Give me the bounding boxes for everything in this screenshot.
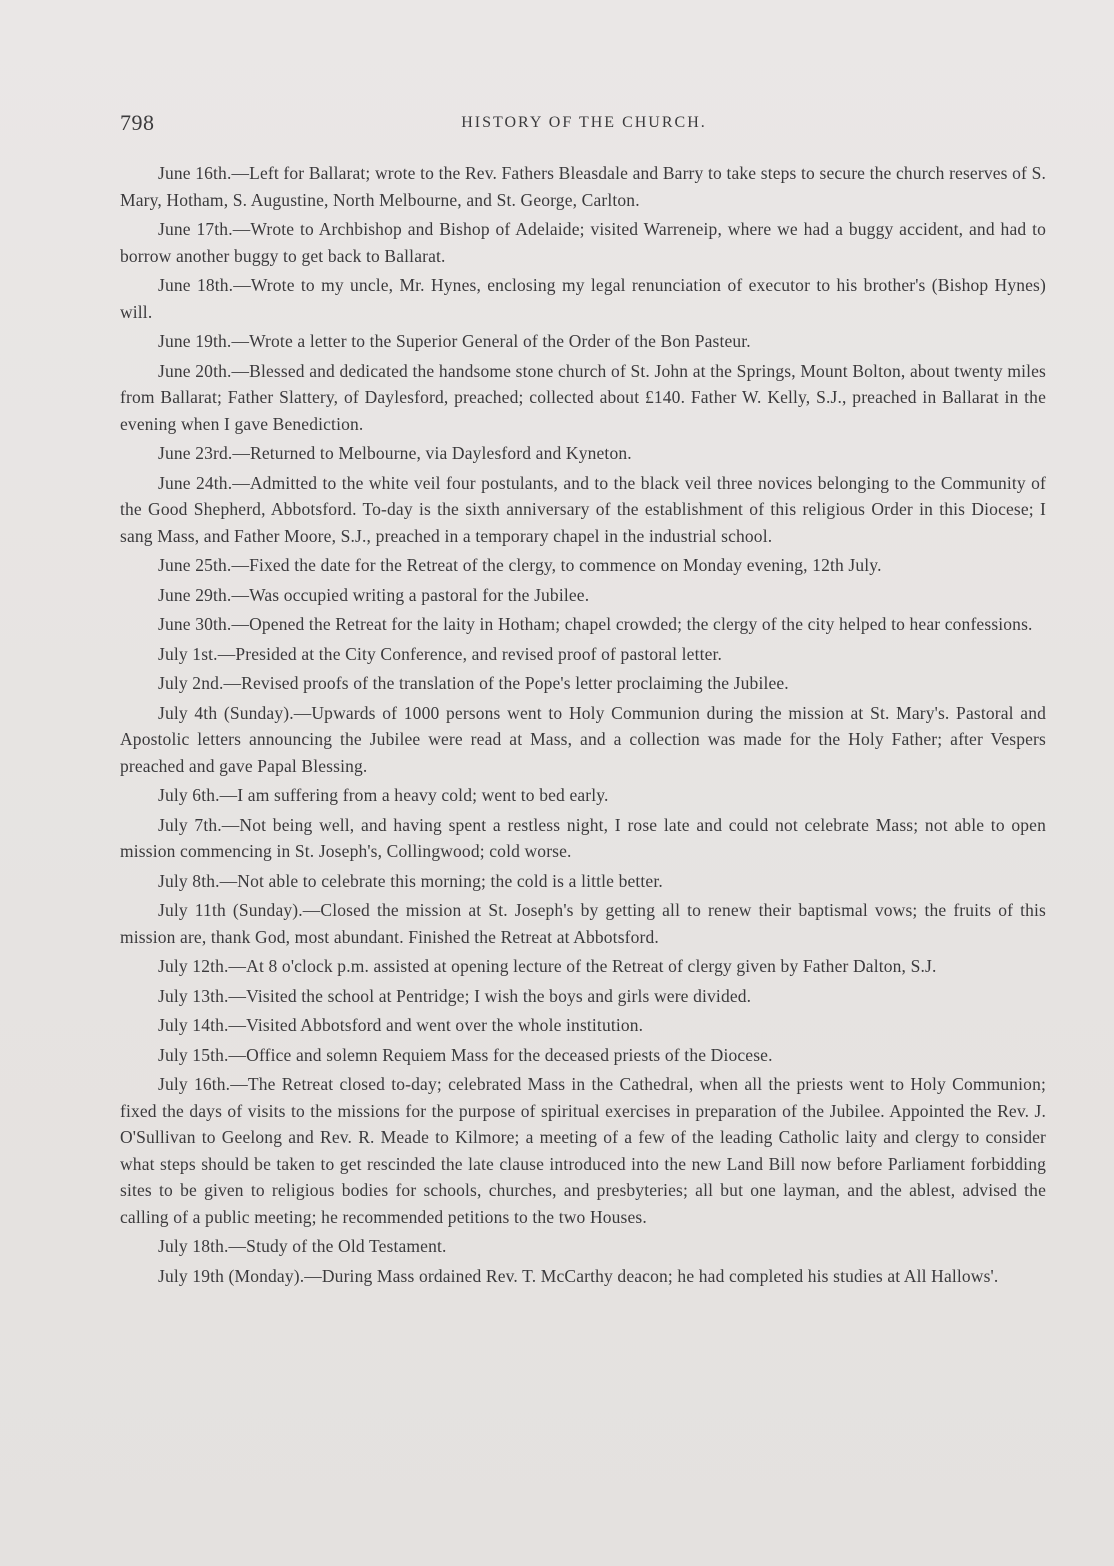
diary-entry: June 17th.—Wrote to Archbishop and Bishop of Adelaide; visited Warreneip, where we had a buggy accident, and had to borrow another buggy to get back to Ballarat. — [120, 219, 1046, 266]
diary-entry: July 11th (Sunday).—Closed the mission at St. Joseph's by getting all to renew their baptismal vows; the fruits of this mission are, thank God, most abundant. Finished the Retreat at Abbotsford. — [120, 900, 1046, 947]
diary-entry: July 4th (Sunday).—Upwards of 1000 persons went to Holy Communion during the mission at St. Mary's. Pastoral and Apostolic letters announcing the Jubilee were read at Mass, and a collection was made for the Holy Father; after Vespers preached and gave Papal Blessing. — [120, 702, 1046, 776]
diary-entry: July 12th.—At 8 o'clock p.m. assisted at opening lecture of the Retreat of clergy given by Father Dalton, S.J. — [158, 956, 937, 976]
diary-entry: June 23rd.—Returned to Melbourne, via Daylesford and Kyneton. — [158, 443, 632, 463]
diary-entry: July 15th.—Office and solemn Requiem Mass for the deceased priests of the Diocese. — [158, 1044, 773, 1065]
diary-entry: July 6th.—I am suffering from a heavy cold; went to bed early. — [158, 785, 609, 805]
diary-entry: July 1st.—Presided at the City Conference, and revised proof of pastoral letter. — [158, 643, 723, 664]
diary-text — [120, 160, 1046, 1292]
diary-entry: July 2nd.—Revised proofs of the translation of the Pope's letter proclaiming the Jubilee. — [158, 673, 789, 693]
page-number: 798 — [120, 110, 155, 135]
diary-entry: June 30th.—Opened the Retreat for the laity in Hotham; chapel crowded; the clergy of the city helped to hear confessions. — [158, 614, 1033, 634]
diary-entry: July 19th (Monday).—During Mass ordained Rev. T. McCarthy deacon; he had completed his studies at All Hallows'. — [158, 1265, 999, 1286]
diary-entry: July 8th.—Not able to celebrate this morning; the cold is a little better. — [158, 870, 663, 891]
diary-entry: June 16th.—Left for Ballarat; wrote to the Rev. Fathers Bleasdale and Barry to take steps to secure the church reserves of S. Mary, Hotham, S. Augustine, North Melbourne, and St. George, Carlton. — [120, 163, 1046, 210]
diary-entry: July 18th.—Study of the Old Testament. — [158, 1236, 447, 1256]
diary-entry: June 29th.—Was occupied writing a pastoral for the Jubilee. — [158, 584, 590, 605]
diary-entry: June 24th.—Admitted to the white veil four postulants, and to the black veil three novices belonging to the Community of the Good Shepherd, Abbotsford. To-day is the sixth anniversary of the establishment of this religious Order in this Diocese; I sang Mass, and Father Moore, S.J., preached in a temporary chapel in the industrial school. — [120, 472, 1046, 546]
diary-entry: June 25th.—Fixed the date for the Retreat of the clergy, to commence on Monday evening, 12th July. — [158, 555, 882, 575]
diary-entry: June 20th.—Blessed and dedicated the handsome stone church of St. John at the Springs, Mount Bolton, about twenty miles from Ballarat; Father Slattery, of Daylesford, preached; collected about £140. Father W. Kelly, S.J., preached in Ballarat in the evening when I gave Benediction. — [120, 360, 1046, 434]
diary-entry: July 16th.—The Retreat closed to-day; celebrated Mass in the Cathedral, when all the priests went to Holy Communion; fixed the days of visits to the missions for the purpose of spiritual exercises in preparation of the Jubilee. Appointed the Rev. J. O'Sullivan to Geelong and Rev. R. Meade to Kilmore; a meeting of a few of the leading Catholic laity and clergy to consider what steps should be taken to get rescinded the late clause introduced into the new Land Bill now before Parliament forbidding sites to be given to religious bodies for schools, churches, and presbyteries; all but one layman, and the ablest, advised the calling of a public meeting; he recommended petitions to the two Houses. — [120, 1074, 1046, 1227]
diary-entry: June 19th.—Wrote a letter to the Superior General of the Order of the Bon Pasteur. — [158, 331, 751, 351]
running-title: HISTORY OF THE CHURCH. — [461, 114, 707, 131]
diary-entry: July 14th.—Visited Abbotsford and went over the whole institution. — [158, 1015, 644, 1035]
diary-entry: July 13th.—Visited the school at Pentridge; I wish the boys and girls were divided. — [158, 985, 752, 1006]
page-header — [120, 108, 1048, 138]
diary-entry: June 18th.—Wrote to my uncle, Mr. Hynes, enclosing my legal renunciation of executor to his brother's (Bishop Hynes) will. — [120, 275, 1046, 322]
diary-entry: July 7th.—Not being well, and having spent a restless night, I rose late and could not celebrate Mass; not able to open mission commencing in St. Joseph's, Collingwood; cold worse. — [120, 814, 1046, 861]
